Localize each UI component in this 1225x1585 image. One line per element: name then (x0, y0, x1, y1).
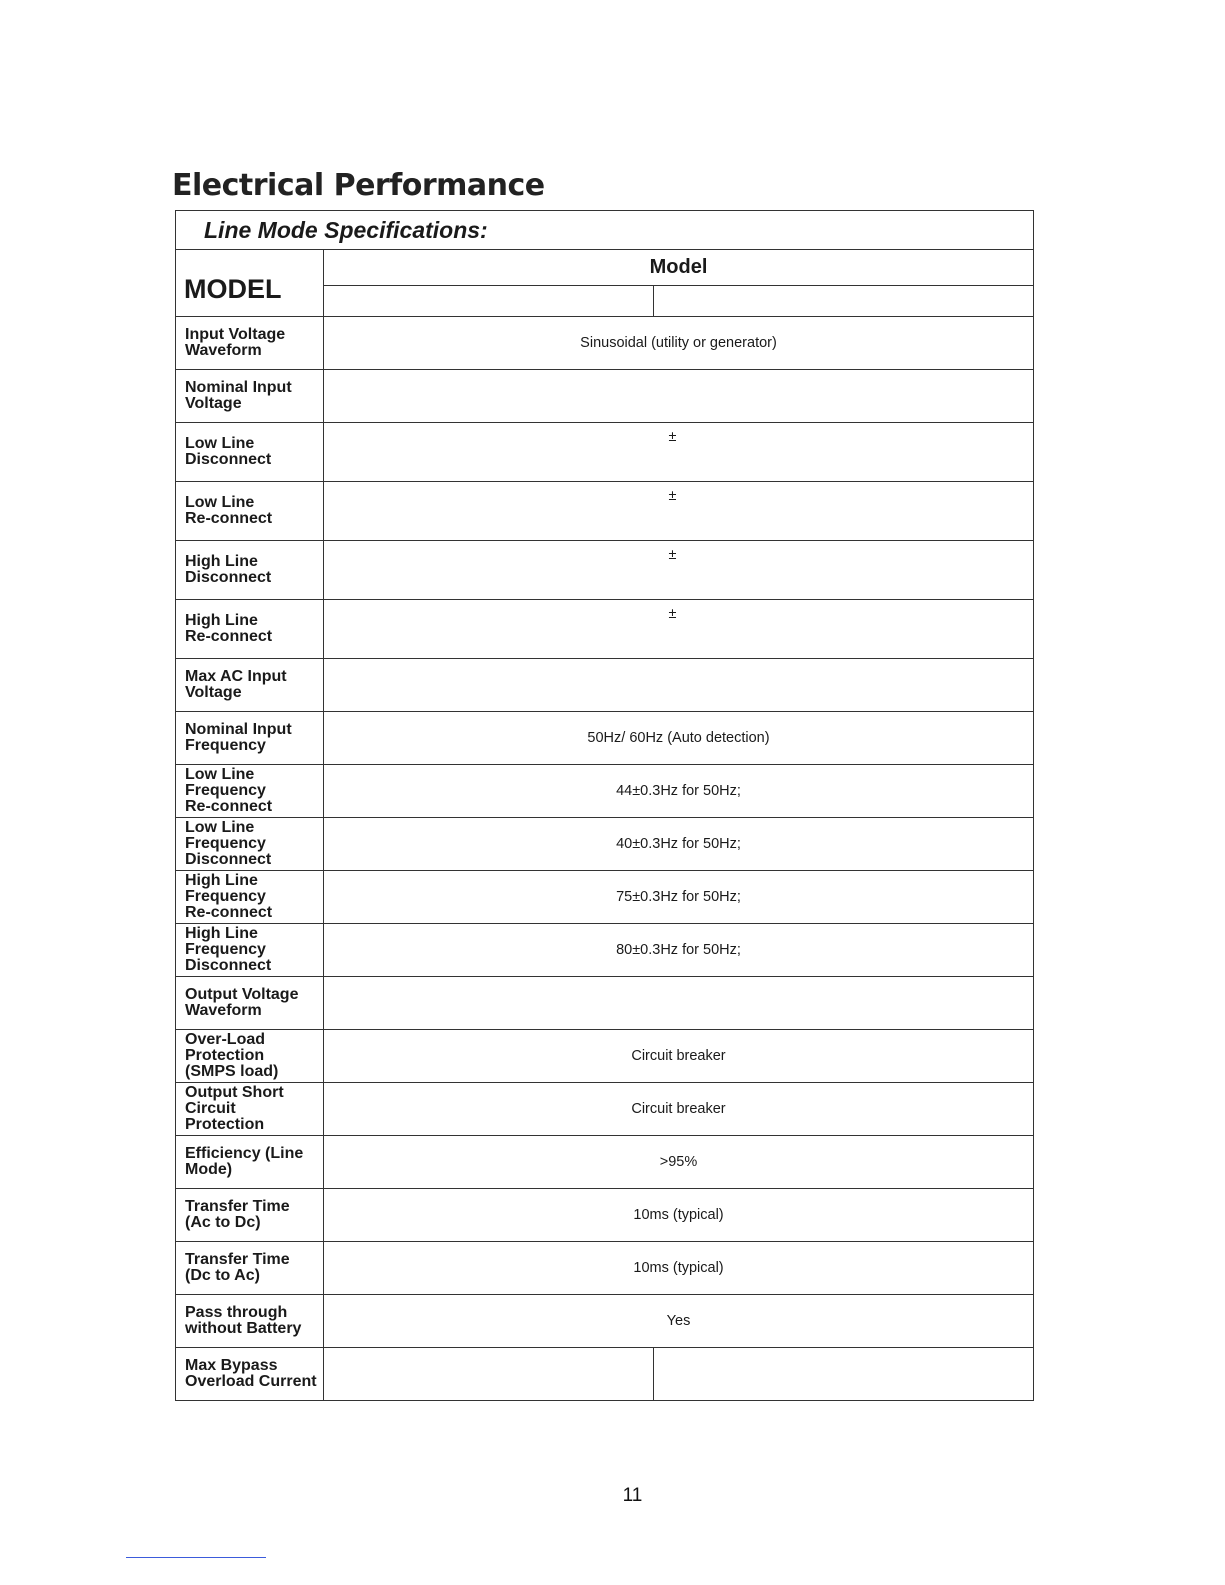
model-heading: Model (324, 250, 1034, 286)
spec-value: ± (324, 541, 1034, 600)
spec-value: 10ms (typical) (324, 1242, 1034, 1295)
spec-label: Pass through without Battery (176, 1295, 324, 1348)
spec-row (176, 1189, 1034, 1242)
spec-label: Max Bypass Overload Current (176, 1348, 324, 1401)
line-mode-spec-table (175, 210, 1034, 1401)
spec-label: High Line Disconnect (176, 541, 324, 600)
spec-value (324, 370, 1034, 423)
spec-row (176, 818, 1034, 871)
model-label: MODEL (176, 250, 324, 317)
spec-label: High Line Frequency Re-connect (176, 871, 324, 924)
spec-label: Nominal Input Voltage (176, 370, 324, 423)
model-sub-cell-left (324, 286, 654, 317)
spec-row (176, 712, 1034, 765)
spec-label: Input Voltage Waveform (176, 317, 324, 370)
spec-label: High Line Re-connect (176, 600, 324, 659)
spec-value: 80±0.3Hz for 50Hz; (324, 924, 1034, 977)
spec-value: 75±0.3Hz for 50Hz; (324, 871, 1034, 924)
spec-label: Max AC Input Voltage (176, 659, 324, 712)
page-number: 11 (622, 1485, 643, 1506)
spec-value: >95% (324, 1136, 1034, 1189)
spec-row (176, 600, 1034, 659)
spec-label: Low Line Disconnect (176, 423, 324, 482)
model-sub-cell-right (654, 286, 1034, 317)
spec-label: Low Line Re-connect (176, 482, 324, 541)
page-title: Electrical Performance (172, 168, 545, 203)
spec-value: Circuit breaker (324, 1083, 1034, 1136)
spec-value (324, 977, 1034, 1030)
spec-row (176, 659, 1034, 712)
spec-row (176, 541, 1034, 600)
spec-value (324, 659, 1034, 712)
spec-row (176, 977, 1034, 1030)
spec-value-left (324, 1348, 654, 1401)
footer-link-underline (126, 1557, 266, 1558)
spec-label: Output Short Circuit Protection (176, 1083, 324, 1136)
spec-label: Transfer Time (Dc to Ac) (176, 1242, 324, 1295)
spec-label: Over-Load Protection (SMPS load) (176, 1030, 324, 1083)
spec-value: Yes (324, 1295, 1034, 1348)
spec-row (176, 1030, 1034, 1083)
spec-row (176, 1242, 1034, 1295)
spec-row (176, 1136, 1034, 1189)
spec-label: Efficiency (Line Mode) (176, 1136, 324, 1189)
spec-row (176, 482, 1034, 541)
spec-value: ± (324, 482, 1034, 541)
spec-label: High Line Frequency Disconnect (176, 924, 324, 977)
model-header-row (176, 250, 1034, 286)
spec-value: Sinusoidal (utility or generator) (324, 317, 1034, 370)
spec-value: Circuit breaker (324, 1030, 1034, 1083)
spec-value: ± (324, 423, 1034, 482)
spec-label: Transfer Time (Ac to Dc) (176, 1189, 324, 1242)
section-title: Line Mode Specifications: (176, 211, 1034, 250)
spec-row-max-bypass (176, 1348, 1034, 1401)
spec-label: Low Line Frequency Re-connect (176, 765, 324, 818)
spec-row (176, 423, 1034, 482)
spec-row (176, 765, 1034, 818)
spec-value: 10ms (typical) (324, 1189, 1034, 1242)
spec-label: Output Voltage Waveform (176, 977, 324, 1030)
section-title-row (176, 211, 1034, 250)
spec-value-right (654, 1348, 1034, 1401)
spec-row (176, 924, 1034, 977)
spec-row (176, 370, 1034, 423)
spec-row (176, 1083, 1034, 1136)
spec-row (176, 317, 1034, 370)
spec-label: Low Line Frequency Disconnect (176, 818, 324, 871)
spec-row (176, 1295, 1034, 1348)
spec-value: 50Hz/ 60Hz (Auto detection) (324, 712, 1034, 765)
spec-value: 40±0.3Hz for 50Hz; (324, 818, 1034, 871)
spec-label: Nominal Input Frequency (176, 712, 324, 765)
spec-row (176, 871, 1034, 924)
spec-value: ± (324, 600, 1034, 659)
spec-value: 44±0.3Hz for 50Hz; (324, 765, 1034, 818)
